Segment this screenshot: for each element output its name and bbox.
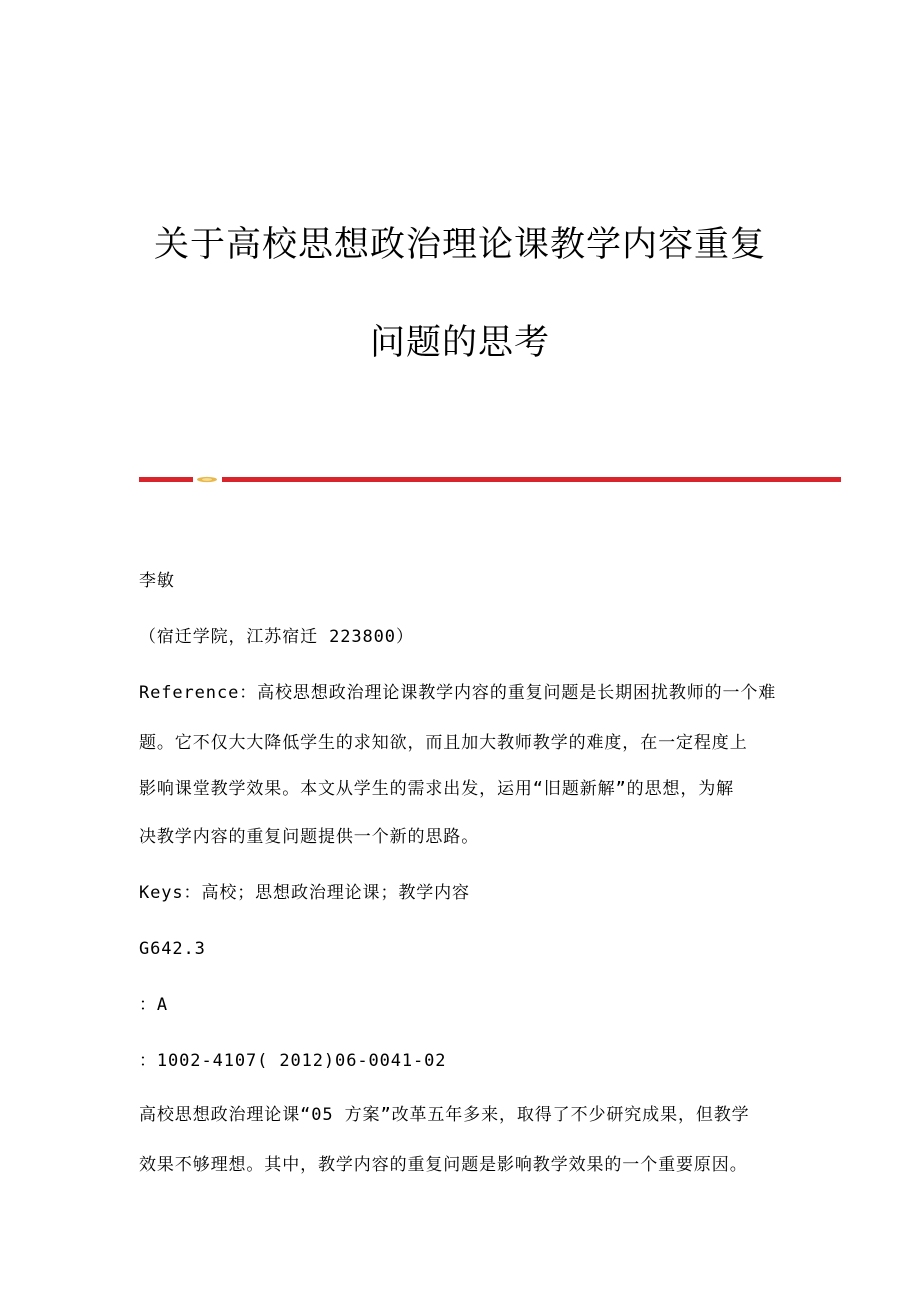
title-line-2: 问题的思考 [369, 323, 550, 363]
body-paragraph-line: 高校思想政治理论课“05 方案”改革五年多来，取得了不少研究成果，但教学 [139, 1105, 750, 1125]
abstract-line: 决教学内容的重复问题提供一个新的思路。 [139, 827, 480, 847]
body-paragraph-line: 效果不够理想。其中，教学内容的重复问题是影响教学效果的一个重要原因。 [139, 1155, 748, 1175]
divider-rule-right [222, 477, 841, 482]
document-code: ：A [139, 995, 169, 1015]
abstract-line: Reference：高校思想政治理论课教学内容的重复问题是长期困扰教师的一个难 [139, 683, 777, 703]
divider-ornament-icon [196, 476, 218, 483]
clc-number: G642.3 [139, 939, 206, 959]
abstract-line: 影响课堂教学效果。本文从学生的需求出发，运用“旧题新解”的思想，为解 [139, 779, 735, 799]
article-id: ：1002-4107( 2012)06-0041-02 [139, 1051, 447, 1071]
divider-rule-left [139, 477, 193, 482]
abstract-line: 题。它不仅大大降低学生的求知欲，而且加大教师教学的难度，在一定程度上 [139, 733, 748, 753]
author-affiliation: （宿迁学院，江苏宿迁 223800） [139, 627, 414, 647]
keywords: Keys：高校；思想政治理论课；教学内容 [139, 883, 470, 903]
title-line-1: 关于高校思想政治理论课教学内容重复 [153, 225, 766, 265]
author-name: 李敏 [139, 571, 175, 591]
